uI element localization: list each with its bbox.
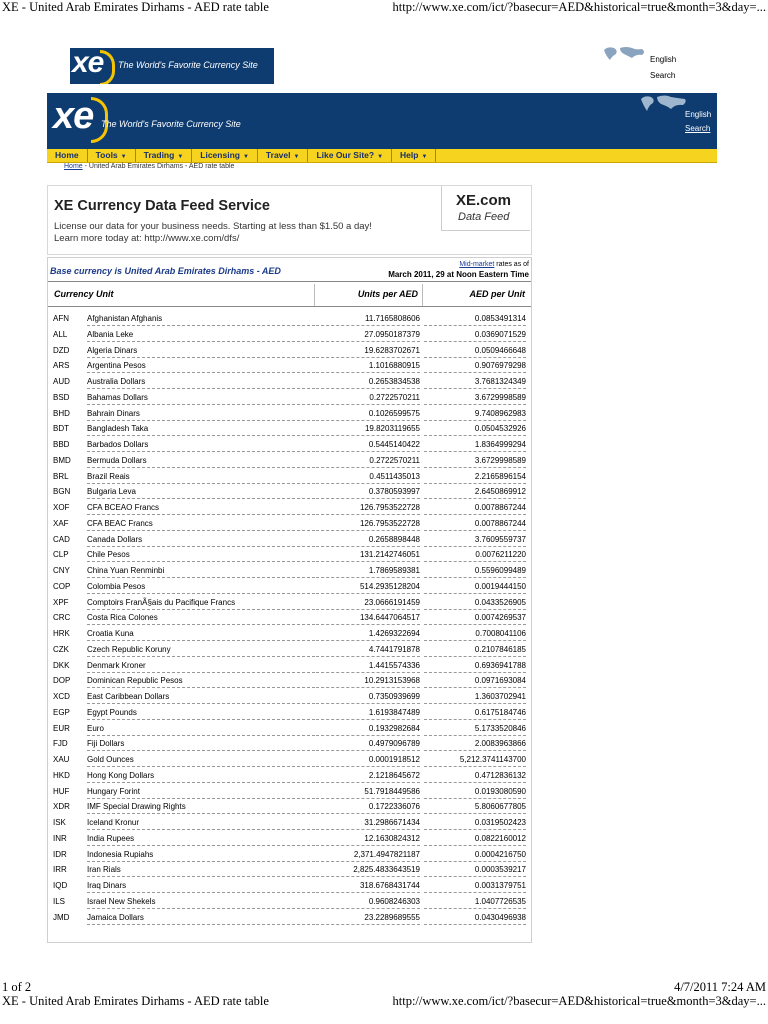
table-row — [48, 753, 531, 769]
currency-name-link[interactable]: Chile Pesos — [87, 548, 315, 562]
units-per-aed: 0.2653834538 — [316, 375, 420, 389]
aed-per-unit: 0.0319502423 — [424, 816, 526, 830]
currency-name-link[interactable]: Croatia Kuna — [87, 627, 315, 641]
aed-per-unit: 5.8060677805 — [424, 800, 526, 814]
currency-name-link[interactable]: Egypt Pounds — [87, 706, 315, 720]
currency-name-link[interactable]: Gold Ounces — [87, 753, 315, 767]
currency-code: XPF — [53, 597, 69, 607]
table-row — [48, 470, 531, 486]
aed-per-unit: 0.0822160012 — [424, 832, 526, 846]
aed-per-unit: 0.0433526905 — [424, 596, 526, 610]
units-per-aed: 11.7165808606 — [316, 312, 420, 326]
nav-item-like-our-site[interactable] — [308, 149, 392, 162]
aed-per-unit: 0.0430496938 — [424, 911, 526, 925]
aed-per-unit: 0.4712836132 — [424, 769, 526, 783]
currency-code: XDR — [53, 802, 70, 812]
units-per-aed: 0.2722570211 — [316, 391, 420, 405]
aed-per-unit: 0.0369071529 — [424, 328, 526, 342]
aed-per-unit: 1.0407726535 — [424, 895, 526, 909]
nav-label: Home — [55, 150, 79, 160]
units-per-aed: 0.7350939699 — [316, 690, 420, 704]
table-row — [48, 580, 531, 596]
currency-name-link[interactable]: Brazil Reais — [87, 470, 315, 484]
nav-label: Tools — [95, 150, 118, 160]
units-per-aed: 134.6447064517 — [316, 611, 420, 625]
ad-brand-bottom: Data Feed — [458, 211, 510, 223]
table-row — [48, 391, 531, 407]
chevron-down-icon: ▼ — [377, 154, 384, 160]
column-header-aed-per-unit: AED per Unit — [469, 289, 525, 299]
table-row — [48, 895, 531, 911]
aed-per-unit: 0.0003539217 — [424, 863, 526, 877]
ad-line-2: Learn more today at: http://www.xe.com/dfs/ — [54, 233, 240, 244]
rates-table-panel — [47, 257, 532, 943]
table-row — [48, 848, 531, 864]
currency-name-link[interactable]: Bangladesh Taka — [87, 422, 315, 436]
units-per-aed: 0.1026599575 — [316, 407, 420, 421]
currency-code: BMD — [53, 455, 71, 465]
units-per-aed: 23.0666191459 — [316, 596, 420, 610]
units-per-aed: 27.0950187379 — [316, 328, 420, 342]
currency-name-link[interactable]: Colombia Pesos — [87, 580, 315, 594]
currency-name-link[interactable]: Indonesia Rupiahs — [87, 848, 315, 862]
table-row — [48, 438, 531, 454]
units-per-aed: 31.2986671434 — [316, 816, 420, 830]
currency-name-link[interactable]: CFA BEAC Francs — [87, 517, 315, 531]
currency-code: ILS — [53, 896, 66, 906]
table-row — [48, 328, 531, 344]
aed-per-unit: 0.0509466648 — [424, 344, 526, 358]
ad-brand-box — [441, 186, 530, 231]
currency-code: INR — [53, 833, 67, 843]
units-per-aed: 0.4511435013 — [316, 470, 420, 484]
aed-per-unit: 0.5596099489 — [424, 564, 526, 578]
currency-name-link[interactable]: Canada Dollars — [87, 533, 315, 547]
nav-label: Travel — [265, 150, 291, 160]
aed-per-unit: 1.3603702941 — [424, 690, 526, 704]
units-per-aed: 12.1630824312 — [316, 832, 420, 846]
aed-per-unit: 9.7408962983 — [424, 407, 526, 421]
xe-logo-large[interactable]: xe — [53, 95, 94, 137]
aed-per-unit: 0.0004216750 — [424, 848, 526, 862]
print-footer-url: http://www.xe.com/ict/?basecur=AED&historical=true&month=3&day=... — [392, 994, 766, 1008]
ad-headline: XE Currency Data Feed Service — [54, 198, 270, 214]
currency-name-link[interactable]: Barbados Dollars — [87, 438, 315, 452]
aed-per-unit: 0.0504532926 — [424, 422, 526, 436]
currency-code: BRL — [53, 471, 69, 481]
nav-item-help[interactable] — [392, 149, 436, 162]
aed-per-unit: 0.0078867244 — [424, 501, 526, 515]
aed-per-unit: 5.1733520846 — [424, 722, 526, 736]
currency-name-link[interactable]: Denmark Kroner — [87, 659, 315, 673]
currency-name-link[interactable]: CFA BCEAO Francs — [87, 501, 315, 515]
currency-code: BSD — [53, 392, 70, 402]
currency-code: BBD — [53, 440, 70, 449]
table-row — [48, 407, 531, 423]
units-per-aed: 2,825.4833643519 — [316, 863, 420, 877]
units-per-aed: 10.2913153968 — [316, 674, 420, 688]
currency-name-link[interactable]: Hong Kong Dollars — [87, 769, 315, 783]
currency-code: FJD — [53, 739, 68, 749]
aed-per-unit: 0.6175184746 — [424, 706, 526, 720]
column-divider — [314, 284, 315, 306]
units-per-aed: 23.2289689555 — [316, 911, 420, 925]
currency-code: ARS — [53, 361, 70, 371]
units-per-aed: 1.1016880915 — [316, 359, 420, 373]
as-of-date: March 2011, 29 at Noon Eastern Time — [388, 270, 529, 279]
table-row — [48, 501, 531, 517]
ad-brand-top: XE.com — [456, 192, 512, 209]
aed-per-unit: 0.0019444150 — [424, 580, 526, 594]
main-nav — [47, 149, 717, 163]
aed-per-unit: 0.6936941788 — [424, 659, 526, 673]
currency-name-link[interactable]: Costa Rica Colones — [87, 611, 315, 625]
language-link[interactable]: English — [650, 55, 677, 64]
table-row — [48, 454, 531, 470]
currency-name-link[interactable]: Israel New Shekels — [87, 895, 315, 909]
currency-code: XOF — [53, 503, 70, 512]
table-row — [48, 422, 531, 438]
units-per-aed: 2,371.4947821187 — [316, 848, 420, 862]
chevron-down-icon: ▼ — [120, 154, 127, 160]
table-row — [48, 863, 531, 879]
currency-name-link[interactable]: IMF Special Drawing Rights — [87, 800, 315, 814]
units-per-aed: 1.4269322694 — [316, 627, 420, 641]
aed-per-unit: 0.7008041106 — [424, 627, 526, 641]
currency-code: BHD — [53, 408, 70, 418]
aed-per-unit: 0.0853491314 — [424, 312, 526, 326]
aed-per-unit: 0.0076211220 — [424, 548, 526, 562]
currency-name-link[interactable]: Bahrain Dinars — [87, 407, 315, 421]
table-top-rule — [48, 281, 531, 282]
currency-name-link[interactable]: Comptoirs FranÃ§ais du Pacifique Francs — [87, 596, 315, 610]
units-per-aed: 0.2722570211 — [316, 454, 420, 468]
currency-name-link[interactable]: Australia Dollars — [87, 375, 315, 389]
currency-code: IQD — [53, 881, 68, 890]
aed-per-unit: 0.0031379751 — [424, 879, 526, 893]
breadcrumb-current: - United Arab Emirates Dirhams - AED rate table — [82, 163, 235, 170]
table-row — [48, 879, 531, 895]
table-row — [48, 517, 531, 533]
currency-code: IRR — [53, 865, 67, 875]
table-row — [48, 375, 531, 391]
currency-code: EUR — [53, 723, 70, 733]
currency-name-link[interactable]: Afghanistan Afghanis — [87, 312, 315, 326]
xe-logo-ring-icon — [100, 50, 115, 84]
nav-label: Like Our Site? — [316, 150, 375, 160]
table-row — [48, 706, 531, 722]
currency-code: AUD — [53, 377, 70, 386]
aed-per-unit: 5,212.3741143700 — [424, 753, 526, 767]
units-per-aed: 1.6193847489 — [316, 706, 420, 720]
currency-code: XCD — [53, 692, 70, 701]
currency-code: IDR — [53, 849, 67, 859]
currency-code: AFN — [53, 314, 69, 323]
world-map-icon — [602, 44, 648, 64]
table-row — [48, 659, 531, 675]
aed-per-unit: 2.6450869912 — [424, 485, 526, 499]
aed-per-unit: 0.0074269537 — [424, 611, 526, 625]
aed-per-unit: 3.6729998589 — [424, 391, 526, 405]
table-row — [48, 564, 531, 580]
table-row — [48, 769, 531, 785]
chevron-down-icon: ▼ — [293, 154, 300, 160]
midmarket-suffix: rates as of — [494, 261, 529, 268]
units-per-aed: 1.4415574336 — [316, 659, 420, 673]
units-per-aed: 131.2142746051 — [316, 548, 420, 562]
currency-code: DZD — [53, 345, 70, 355]
nav-label: Trading — [143, 150, 175, 160]
aed-per-unit: 0.0193080590 — [424, 785, 526, 799]
currency-name-link[interactable]: Czech Republic Koruny — [87, 643, 315, 657]
currency-name-link[interactable]: China Yuan Renminbi — [87, 564, 315, 578]
currency-code: ALL — [53, 329, 68, 339]
chevron-down-icon: ▼ — [177, 154, 184, 160]
table-row — [48, 312, 531, 328]
language-link-large[interactable]: English — [685, 110, 712, 119]
units-per-aed: 0.1932982684 — [316, 722, 420, 736]
table-row — [48, 785, 531, 801]
table-row — [48, 359, 531, 375]
units-per-aed: 0.2658898448 — [316, 533, 420, 547]
table-row — [48, 722, 531, 738]
units-per-aed: 126.7953522728 — [316, 517, 420, 531]
currency-name-link[interactable]: Hungary Forint — [87, 785, 315, 799]
midmarket-note — [459, 261, 529, 268]
aed-per-unit: 0.0078867244 — [424, 517, 526, 531]
breadcrumb — [64, 163, 234, 170]
breadcrumb-home-link[interactable]: Home — [64, 163, 83, 170]
units-per-aed: 318.6768431744 — [316, 879, 420, 893]
table-row — [48, 596, 531, 612]
print-header-title: XE - United Arab Emirates Dirhams - AED rate table — [2, 0, 269, 14]
nav-item-travel[interactable] — [258, 149, 309, 162]
midmarket-link[interactable]: Mid-market — [459, 261, 495, 268]
nav-item-tools[interactable] — [88, 149, 136, 162]
rates-rows — [48, 312, 531, 926]
nav-item-licensing[interactable] — [192, 149, 258, 162]
table-row — [48, 548, 531, 564]
currency-code: BDT — [53, 424, 69, 434]
table-row — [48, 690, 531, 706]
table-row — [48, 344, 531, 360]
currency-code: DKK — [53, 660, 70, 670]
currency-name-link[interactable]: Algeria Dinars — [87, 344, 315, 358]
table-row — [48, 627, 531, 643]
aed-per-unit: 0.2107846185 — [424, 643, 526, 657]
units-per-aed: 126.7953522728 — [316, 501, 420, 515]
currency-code: XAF — [53, 518, 69, 528]
units-per-aed: 51.7918449586 — [316, 785, 420, 799]
ad-line-1: License our data for your business needs. Starting at less than $1.50 a day! — [54, 221, 372, 232]
table-row — [48, 800, 531, 816]
units-per-aed: 0.0001918512 — [316, 753, 420, 767]
chevron-down-icon: ▼ — [421, 154, 428, 160]
currency-code: HRK — [53, 629, 70, 638]
currency-code: CNY — [53, 566, 70, 575]
currency-code: ISK — [53, 818, 66, 827]
currency-code: XAU — [53, 755, 70, 764]
currency-code: CZK — [53, 644, 69, 654]
currency-name-link[interactable]: Argentina Pesos — [87, 359, 315, 373]
page-number: 1 of 2 — [2, 980, 32, 994]
aed-per-unit: 0.0971693084 — [424, 674, 526, 688]
table-row — [48, 674, 531, 690]
column-header-currency-unit: Currency Unit — [54, 289, 114, 299]
data-feed-ad[interactable] — [47, 185, 532, 255]
print-footer-title: XE - United Arab Emirates Dirhams - AED rate table — [2, 994, 269, 1008]
currency-code: HKD — [53, 770, 70, 780]
tagline-large: The World's Favorite Currency Site — [101, 119, 241, 129]
currency-code: HUF — [53, 786, 70, 796]
aed-per-unit: 1.8364999294 — [424, 438, 526, 452]
units-per-aed: 0.9608246303 — [316, 895, 420, 909]
aed-per-unit: 3.6729998589 — [424, 454, 526, 468]
table-row — [48, 832, 531, 848]
units-per-aed: 19.8203119655 — [316, 422, 420, 436]
currency-code: CAD — [53, 534, 70, 544]
xe-logo: xe — [72, 48, 104, 79]
aed-per-unit: 3.7609559737 — [424, 533, 526, 547]
small-xe-banner[interactable] — [70, 48, 274, 84]
nav-item-trading[interactable] — [136, 149, 193, 162]
currency-name-link[interactable]: Bermuda Dollars — [87, 454, 315, 468]
currency-name-link[interactable]: Jamaica Dollars — [87, 911, 315, 925]
units-per-aed: 0.3780593997 — [316, 485, 420, 499]
print-datetime: 4/7/2011 7:24 AM — [674, 980, 766, 994]
currency-name-link[interactable]: Bahamas Dollars — [87, 391, 315, 405]
currency-code: COP — [53, 581, 71, 591]
currency-name-link[interactable]: Iran Rials — [87, 863, 315, 877]
units-per-aed: 0.5445140422 — [316, 438, 420, 452]
main-xe-banner — [47, 93, 717, 149]
table-row — [48, 533, 531, 549]
world-map-icon-large — [639, 93, 689, 115]
chevron-down-icon: ▼ — [242, 154, 249, 160]
table-row — [48, 485, 531, 501]
units-per-aed: 1.7869589381 — [316, 564, 420, 578]
nav-label: Help — [400, 150, 419, 160]
currency-name-link[interactable]: Albania Leke — [87, 328, 315, 342]
print-header-url: http://www.xe.com/ict/?basecur=AED&historical=true&month=3&day=... — [392, 0, 766, 14]
currency-name-link[interactable]: Iraq Dinars — [87, 879, 315, 893]
aed-per-unit: 2.0083963866 — [424, 737, 526, 751]
currency-name-link[interactable]: India Rupees — [87, 832, 315, 846]
table-row — [48, 611, 531, 627]
table-row — [48, 643, 531, 659]
currency-code: JMD — [53, 912, 70, 922]
search-link[interactable]: Search — [650, 71, 676, 80]
header-bottom-rule — [48, 306, 531, 307]
table-row — [48, 816, 531, 832]
currency-name-link[interactable]: Euro — [87, 722, 315, 736]
nav-label: Licensing — [200, 150, 240, 160]
table-row — [48, 911, 531, 927]
table-row — [48, 737, 531, 753]
units-per-aed: 2.1218645672 — [316, 769, 420, 783]
units-per-aed: 4.7441791878 — [316, 643, 420, 657]
aed-per-unit: 0.9076979298 — [424, 359, 526, 373]
currency-name-link[interactable]: Fiji Dollars — [87, 737, 315, 751]
currency-name-link[interactable]: Iceland Kronur — [87, 816, 315, 830]
currency-name-link[interactable]: East Caribbean Dollars — [87, 690, 315, 704]
column-header-units-per-aed: Units per AED — [357, 289, 418, 299]
print-header — [0, 0, 768, 16]
units-per-aed: 19.6283702671 — [316, 344, 420, 358]
currency-code: BGN — [53, 487, 71, 497]
currency-name-link[interactable]: Dominican Republic Pesos — [87, 674, 315, 688]
aed-per-unit: 2.2165896154 — [424, 470, 526, 484]
units-per-aed: 514.2935128204 — [316, 580, 420, 594]
currency-code: DOP — [53, 676, 71, 686]
currency-code: EGP — [53, 707, 70, 717]
nav-item-home[interactable] — [47, 149, 88, 162]
units-per-aed: 0.1722336076 — [316, 800, 420, 814]
aed-per-unit: 3.7681324349 — [424, 375, 526, 389]
search-link-large[interactable]: Search — [685, 124, 711, 133]
tagline: The World's Favorite Currency Site — [118, 60, 258, 70]
base-currency-label: Base currency is United Arab Emirates Dirhams - AED — [50, 266, 281, 276]
currency-code: CRC — [53, 613, 71, 623]
units-per-aed: 0.4979096789 — [316, 737, 420, 751]
currency-code: CLP — [53, 550, 69, 560]
currency-name-link[interactable]: Bulgaria Leva — [87, 485, 315, 499]
